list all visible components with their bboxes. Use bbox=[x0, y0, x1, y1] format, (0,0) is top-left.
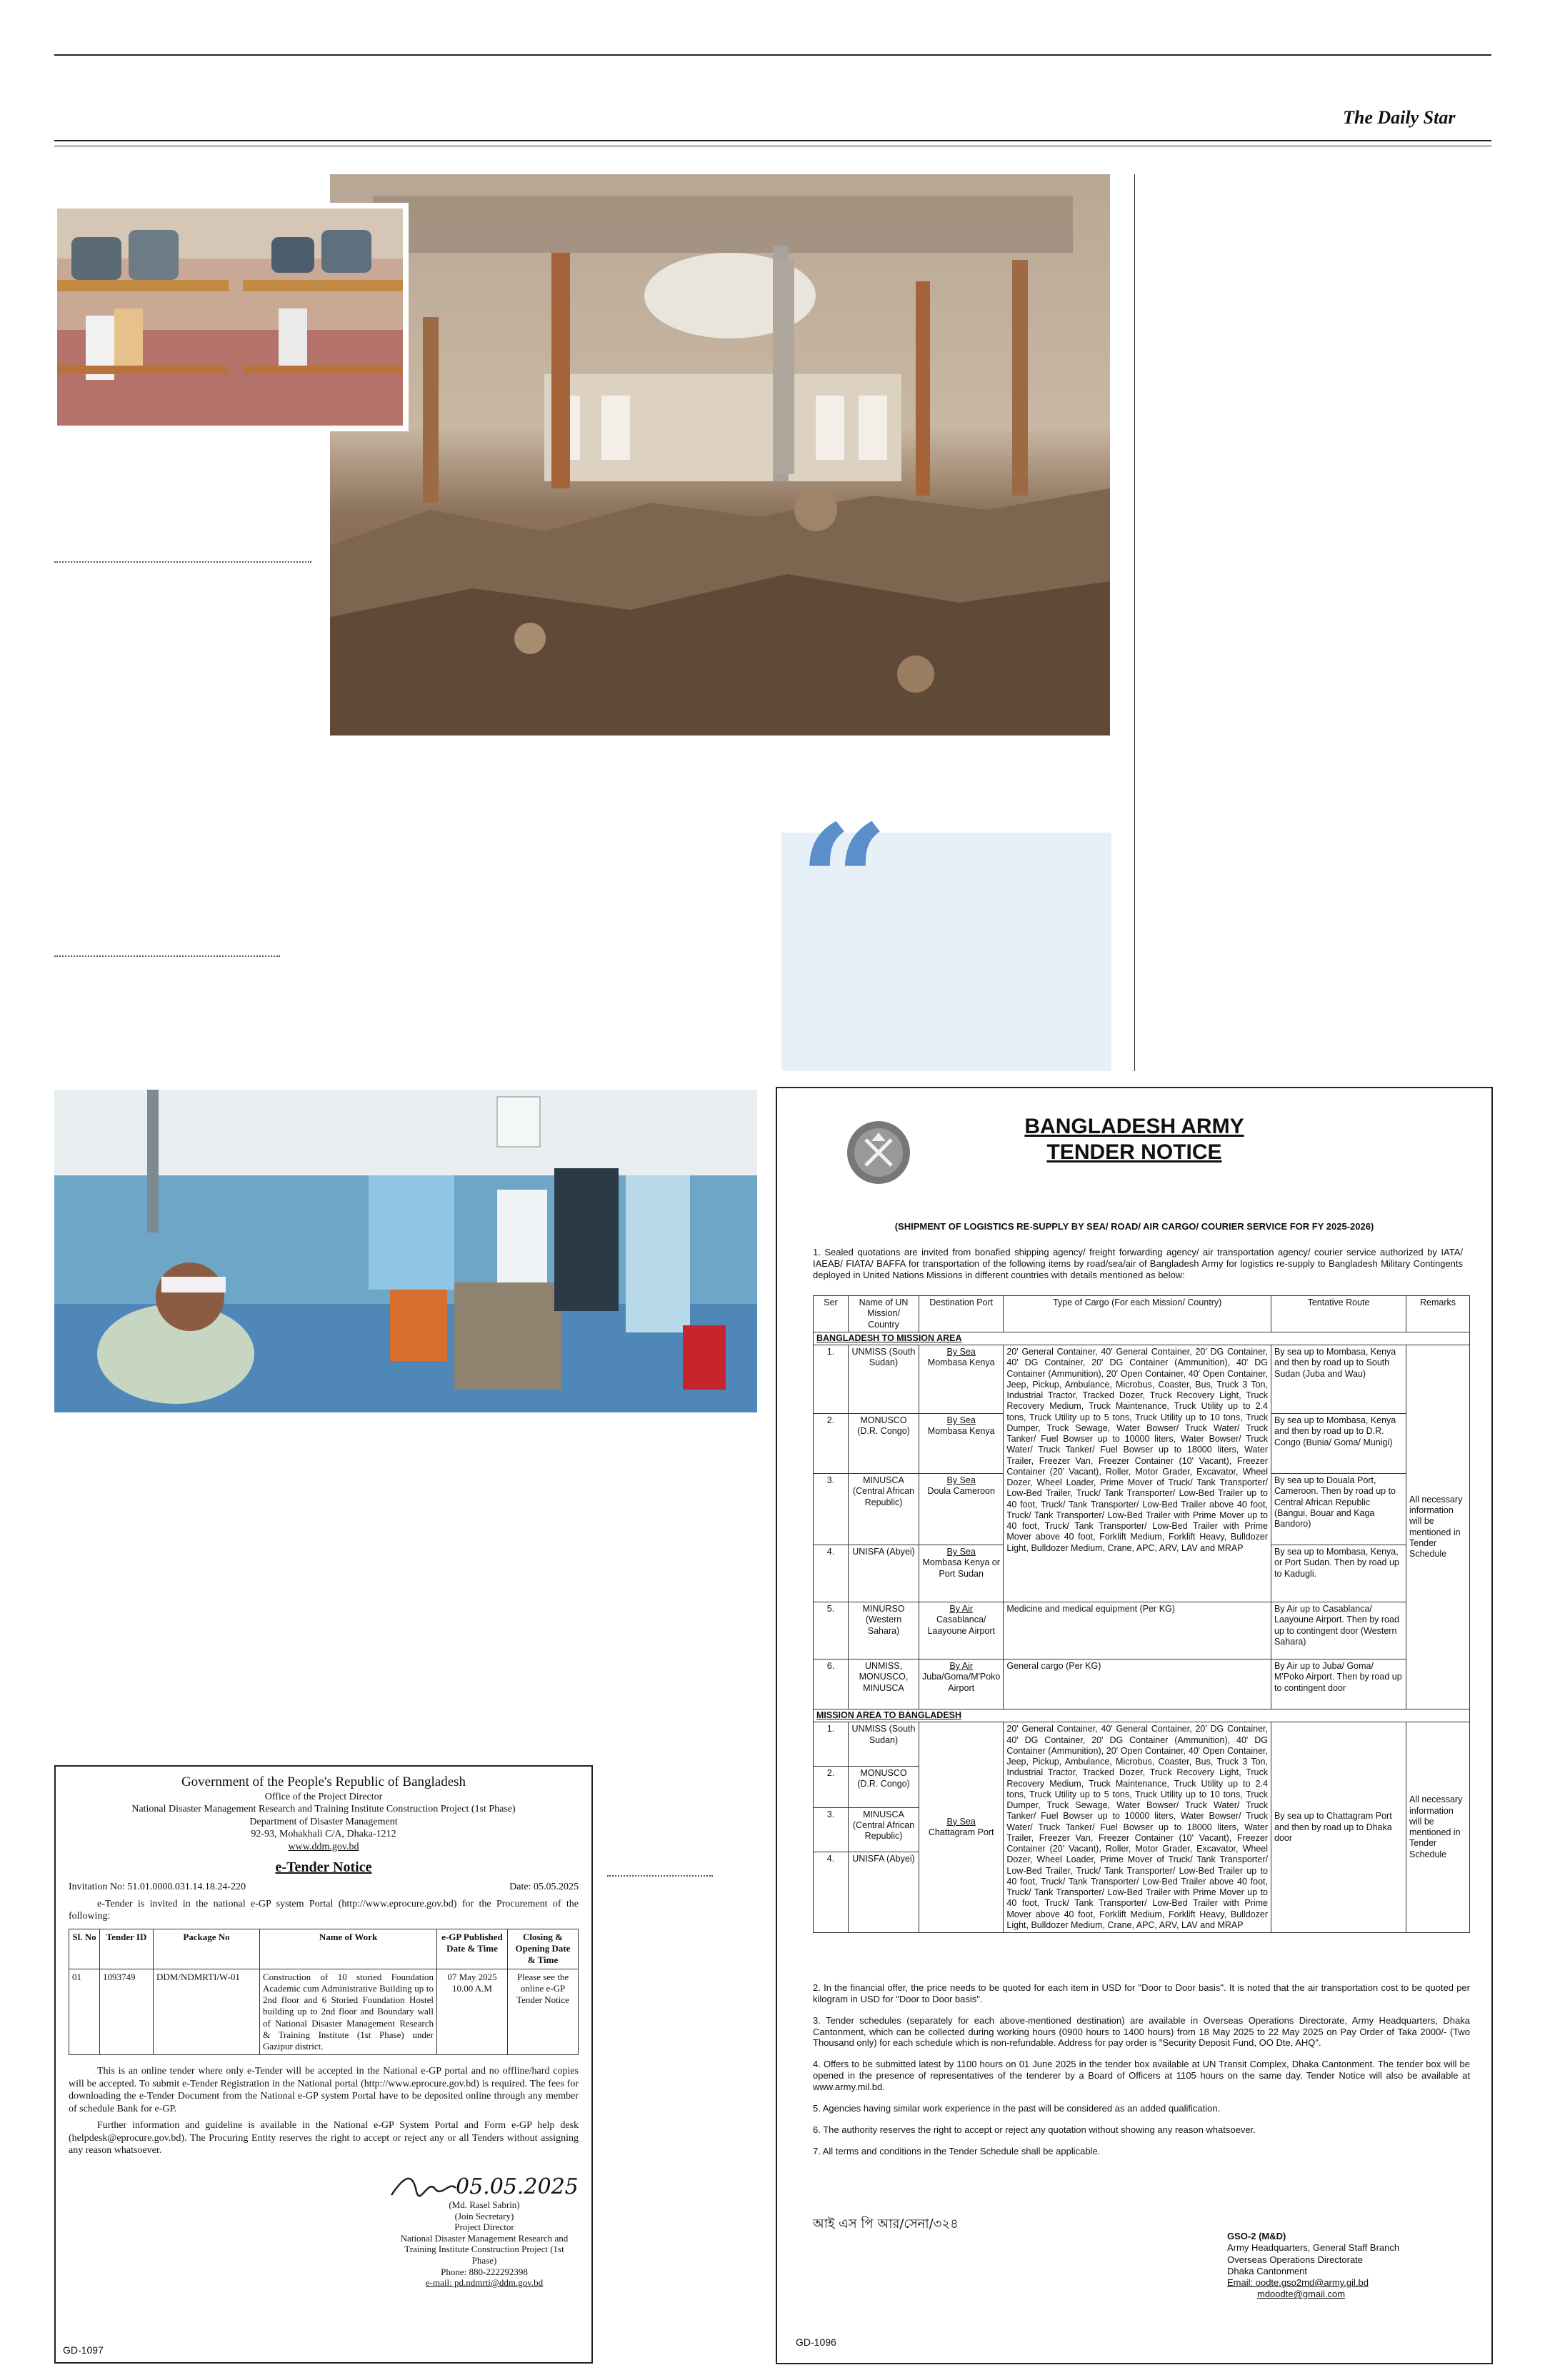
table-header: Sl. No bbox=[69, 1929, 100, 1969]
sig-line: (Md. Rasel Sabrin) bbox=[449, 2199, 520, 2210]
intro-text: e-Tender is invited in the national e-GP system Portal (http://www.eprocure.gov.bd) for the Procurement of the following: bbox=[69, 1898, 579, 1922]
port-name: Casablanca/ Laayoune Airport bbox=[927, 1615, 995, 1636]
cell-sl: 01 bbox=[69, 1969, 100, 2055]
sig-email[interactable]: e-mail: pd.ndmrti@ddm.gov.bd bbox=[425, 2277, 544, 2289]
tender-table bbox=[69, 1929, 579, 2056]
cell-port bbox=[919, 1660, 1004, 1709]
table-row bbox=[814, 1722, 1470, 1767]
cell-route: By sea up to Chattagram Port and then by road up to Dhaka door bbox=[1271, 1722, 1406, 1933]
army-subtitle: (SHIPMENT OF LOGISTICS RE-SUPPLY BY SEA/ ROAD/ AIR CARGO/ COURIER SERVICE FOR FY 2025-2026) bbox=[894, 1221, 1374, 1232]
gso-line: Overseas Operations Directorate bbox=[1227, 2254, 1364, 2265]
cell-port bbox=[919, 1474, 1004, 1545]
cell-closing: Please see the online e-GP Tender Notice bbox=[508, 1969, 579, 2055]
cell-ser: 4. bbox=[814, 1852, 849, 1932]
table-row bbox=[69, 1969, 579, 2055]
pull-quote-box bbox=[781, 790, 1111, 1071]
gso-line: Dhaka Cantonment bbox=[1227, 2265, 1308, 2276]
section-row bbox=[814, 1332, 1470, 1345]
cell-ser: 6. bbox=[814, 1660, 849, 1709]
cell-ser: 4. bbox=[814, 1545, 849, 1602]
cell-ser: 1. bbox=[814, 1722, 849, 1767]
ruined-hall-photo bbox=[330, 174, 1110, 735]
signature-date: 05.05.2025 bbox=[456, 2174, 579, 2199]
port-mode: By Sea bbox=[946, 1547, 976, 1557]
table-row bbox=[814, 1602, 1470, 1660]
cell-port bbox=[919, 1722, 1004, 1933]
port-name: Chattagram Port bbox=[928, 1827, 994, 1838]
table-header: Package No bbox=[154, 1929, 260, 1969]
cell-port bbox=[919, 1602, 1004, 1660]
cell-mission: UNMISS (South Sudan) bbox=[849, 1345, 919, 1414]
gso-line: Army Headquarters, General Staff Branch bbox=[1227, 2242, 1400, 2254]
port-mode: By Air bbox=[949, 1661, 974, 1671]
header-rule-1 bbox=[54, 140, 1491, 141]
hospital-photo bbox=[54, 1090, 757, 1412]
section-label: BANGLADESH TO MISSION AREA bbox=[814, 1332, 1470, 1345]
table-row bbox=[814, 1660, 1470, 1709]
cell-ser: 1. bbox=[814, 1345, 849, 1414]
port-name: Juba/Goma/M'Poko Airport bbox=[922, 1672, 1001, 1693]
cell-route: By Air up to Casablanca/ Laayoune Airport. Then by road up to contingent door (Western Sahara) bbox=[1271, 1602, 1406, 1660]
cell-published: 07 May 2025 10.00 A.M bbox=[437, 1969, 508, 2055]
army-para-7: 7. All terms and conditions in the Tender Schedule shall be applicable. bbox=[813, 2145, 1101, 2156]
cell-ser: 2. bbox=[814, 1414, 849, 1474]
sig-line: National Disaster Management Research and bbox=[400, 2232, 569, 2244]
cell-mission: MONUSCO (D.R. Congo) bbox=[849, 1767, 919, 1808]
cell-cargo: Medicine and medical equipment (Per KG) bbox=[1004, 1602, 1271, 1660]
gso-block bbox=[1227, 2231, 1399, 2301]
ad-code: GD-1096 bbox=[796, 2336, 836, 2348]
section-label: MISSION AREA TO BANGLADESH bbox=[814, 1709, 1470, 1722]
port-mode: By Sea bbox=[946, 1475, 976, 1485]
cell-route: By sea up to Douala Port, Cameroon. Then by road up to Central African Republic (Bangui, Bouar and Kaga Bandoro) bbox=[1271, 1474, 1406, 1545]
web-link[interactable]: www.ddm.gov.bd bbox=[288, 1841, 359, 1852]
cell-mission: UNISFA (Abyei) bbox=[849, 1545, 919, 1602]
cell-tender-id: 1093749 bbox=[100, 1969, 154, 2055]
ad-code: GD-1097 bbox=[63, 2344, 104, 2356]
port-name: Mombasa Kenya bbox=[927, 1426, 995, 1437]
notice-date: Date: 05.05.2025 bbox=[509, 1882, 579, 1893]
cell-mission: MINURSO (Western Sahara) bbox=[849, 1602, 919, 1660]
invitation-no: Invitation No: 51.01.0000.031.14.18.24-220 bbox=[69, 1882, 246, 1893]
cell-ser: 3. bbox=[814, 1807, 849, 1852]
table-header: e-GP Published Date & Time bbox=[437, 1929, 508, 1969]
section-row bbox=[814, 1709, 1470, 1722]
address-line: 92-93, Mohakhali C/A, Dhaka-1212 bbox=[251, 1829, 396, 1840]
cell-cargo: 20' General Container, 40' General Container, 20' DG Container, 40' DG Container, 20' DG Container (Ammunition), 40' DG Container (Ammunition), 20' Open Container, 40' Open Container, Jeep, Pickup, Ambulance, Microbus, Coaster, Bus, Truck 3 Ton, Industrial Tractor, Tracked Dozer, Truck Recovery Light, Truck Recovery Medium, Truck Maintenance, Truck Utility up to 2.4 tons, Truck Utility up to 5 tons, Truck Utility up to 10 tons, Truck Dumper, Truck Sewage, Water Bowser/ Truck Water/ Truck Tanker/ Fuel Bowser up to 10000 liters, Water Bowser/ Truck Water/ Truck Tanker/ Fuel Bowser up to 18000 liters, Water Trailer, Freezer Van, Freezer Container (10' Vacant), Freezer Container (20' Vacant), Roller, Motor Grader, Excavator, Wheel Dozer, Wheel Loader, Prime Mover of Truck/ Tank Transporter/ Low-Bed Trailer, Truck/ Tank Transporter/ Low-Bed Trailer up to 40 foot, Truck/ Tank Transporter/ Low-Bed Trailer above 40 foot, Truck/ Tank Transporter/ Low-Bed Trailer with Prime Mover up to 40 foot, Truck/ Tank Transporter/ Low-Bed Trailer with Prime Mover above 40 foot, Forklift Medium, Forklift Heavy, Bulldozer Light, Bulldozer Medium, Crane, APC, ARV, LAV and MRAP bbox=[1004, 1345, 1271, 1602]
cell-ser: 5. bbox=[814, 1602, 849, 1660]
port-mode: By Sea bbox=[946, 1347, 976, 1357]
table-header: Remarks bbox=[1406, 1296, 1470, 1332]
cell-mission: UNMISS (South Sudan) bbox=[849, 1722, 919, 1767]
cell-cargo: 20' General Container, 40' General Container, 20' DG Container, 40' DG Container, 20' DG Container (Ammunition), 40' DG Container (Ammunition), 20' Open Container, 40' Open Container, Jeep, Pickup, Ambulance, Microbus, Coaster, Bus, Truck 3 Ton, Industrial Tractor, Tracked Dozer, Truck Recovery Light, Truck Recovery Medium, Truck Maintenance, Truck Utility up to 2.4 tons, Truck Utility up to 5 tons, Truck Utility up to 10 tons, Truck Dumper, Truck Sewage, Water Bowser/ Truck Water/ Truck Tanker/ Fuel Bowser up to 10000 liters, Water Bowser/ Truck Water/ Truck Tanker/ Fuel Bowser up to 18000 liters, Water Trailer, Freezer Van, Freezer Container (10' Vacant), Freezer Container (20' Vacant), Roller, Motor Grader, Excavator, Wheel Dozer, Wheel Loader, Prime Mover of Truck/ Tank Transporter/ Low-Bed Trailer, Truck/ Tank Transporter/ Low-Bed Trailer up to 40 foot, Truck/ Tank Transporter/ Low-Bed Trailer above 40 foot, Truck/ Tank Transporter/ Low-Bed Trailer with Prime Mover up to 40 foot, Truck/ Tank Transporter/ Low-Bed Trailer with Prime Mover above 40 foot, Forklift Medium, Forklift Heavy, Bulldozer Light, Bulldozer Medium, Crane, APC, ARV, LAV and MRAP bbox=[1004, 1722, 1271, 1933]
army-para-3: 3. Tender schedules (separately for each above-mentioned destination) are available in Overseas Operations Directorate, Army Headquarters, Dhaka Cantonment, which can be collected during working hours (0900 hours to 1400 hours) from 18 May 2025 to 22 May 2025 on Pay Order of Taka 2000/- (Two Thousand only) for each schedule which is non-refundable. Address for pay order is "Security Deposit Fund, OO Dte, AHQ". bbox=[813, 2014, 1470, 2049]
port-mode: By Sea bbox=[946, 1415, 976, 1425]
separator-dots bbox=[54, 955, 280, 957]
ispr-code: আই এস পি আর/সেনা/৩২৪ bbox=[813, 2216, 959, 2231]
army-para-5: 5. Agencies having similar work experience in the past will be considered as an added qualification. bbox=[813, 2102, 1221, 2114]
para-further: Further information and guideline is available in the National e-GP System Portal and Form e-GP help desk (helpdesk@eprocure.gov.bd). The Procuring Entity reserves the right to accept or reject any or all Tenders without assigning any reason whatsoever. bbox=[69, 2120, 579, 2156]
port-mode: By Air bbox=[949, 1604, 974, 1614]
cell-remarks: All necessary information will be mentioned in Tender Schedule bbox=[1406, 1722, 1470, 1933]
project-line: National Disaster Management Research and Training Institute Construction Project (1st Phase) bbox=[131, 1804, 516, 1815]
cell-mission: MONUSCO (D.R. Congo) bbox=[849, 1414, 919, 1474]
port-name: Doula Cameroon bbox=[927, 1486, 995, 1497]
table-header: Tender ID bbox=[100, 1929, 154, 1969]
masthead: The Daily Star bbox=[1343, 107, 1456, 128]
office-line: Office of the Project Director bbox=[264, 1791, 383, 1802]
army-tender-notice-ad bbox=[776, 1087, 1493, 2364]
column-rule bbox=[1134, 174, 1135, 1071]
signatory-block bbox=[391, 2199, 577, 2289]
table-header: Destination Port bbox=[919, 1296, 1004, 1332]
army-para-2: 2. In the financial offer, the price needs to be quoted for each item in USD for "Door to Door basis". It is noted that the air transportation cost to be quoted per kilogram in USD for "Door to Door basis". bbox=[813, 1982, 1470, 2004]
table-row bbox=[814, 1345, 1470, 1414]
sig-line: Project Director bbox=[454, 2221, 514, 2233]
port-mode: By Sea bbox=[946, 1816, 976, 1827]
cell-mission: MINUSCA (Central African Republic) bbox=[849, 1807, 919, 1852]
table-header: Name of Work bbox=[260, 1929, 437, 1969]
army-para-6: 6. The authority reserves the right to accept or reject any quotation without showing any reason whatsoever. bbox=[813, 2124, 1256, 2135]
para-online: This is an online tender where only e-Tender will be accepted in the National e-GP portal and no offline/hard copies will be accepted. To submit e-Tender Registration in the National portal (http://www.eprocure.gov.bd) is required. The fees for downloading the e-Tender Document from the National e-GP system Portal have to be deposited online through any member of schedule Bank for e-GP. bbox=[69, 2066, 579, 2114]
cell-route: By sea up to Mombasa, Kenya, or Port Sudan. Then by road up to Kadugli. bbox=[1271, 1545, 1406, 1602]
army-title bbox=[777, 1114, 1491, 1165]
cell-cargo: General cargo (Per KG) bbox=[1004, 1660, 1271, 1709]
port-name: Mombasa Kenya bbox=[927, 1357, 995, 1368]
cell-remarks: All necessary information will be mentioned in Tender Schedule bbox=[1406, 1345, 1470, 1709]
gso-email-alt[interactable]: mdoodte@gmail.com bbox=[1257, 2289, 1346, 2300]
cell-work: Construction of 10 storied Foundation Academic cum Administrative Building up to 2nd floor and 6 Storied Foundation Hostel building up to 2nd floor and Boundary wall of National Disaster Management Research & Training Institute (1st Phase) under Gazipur district. bbox=[260, 1969, 437, 2055]
army-para-4: 4. Offers to be submitted latest by 1100 hours on 01 June 2025 in the tender box available at UN Transit Complex, Dhaka Cantonment. The tender box will be opened in the presence of representatives of the tenderer by a Board of Officers at 1105 hours on the same day. Tender Notice will also be available at www.army.mil.bd. bbox=[813, 2059, 1470, 2093]
quote-mark-icon: “ bbox=[799, 790, 889, 975]
table-header: Closing & Opening Date & Time bbox=[508, 1929, 579, 1969]
table-header: Type of Cargo (For each Mission/ Country) bbox=[1004, 1296, 1271, 1332]
cell-port bbox=[919, 1545, 1004, 1602]
army-title-line1: BANGLADESH ARMY bbox=[1024, 1115, 1244, 1138]
sig-line: Training Institute Construction Project (1st Phase) bbox=[404, 2244, 564, 2266]
cell-port bbox=[919, 1414, 1004, 1474]
army-cargo-table bbox=[813, 1295, 1470, 1933]
cell-mission: UNMISS, MONUSCO, MINUSCA bbox=[849, 1660, 919, 1709]
table-header: Ser bbox=[814, 1296, 849, 1332]
table-header-row bbox=[814, 1296, 1470, 1332]
gso-email[interactable]: Email: oodte.gso2md@army.gil.bd bbox=[1227, 2277, 1369, 2288]
e-tender-notice-ad bbox=[54, 1765, 593, 2364]
gov-heading: Government of the People's Republic of Bangladesh bbox=[181, 1774, 466, 1789]
army-terms bbox=[813, 1982, 1470, 2166]
cell-ser: 2. bbox=[814, 1767, 849, 1808]
army-para-1: 1. Sealed quotations are invited from bonafied shipping agency/ freight forwarding agency/ air transportation agency/ courier service authorized by IATA/ IAEAB/ FIATA/ BAFFA for transportation of the following items by road/sea/air of Bangladesh Army for logistics re-supply to Bangladesh Military Contingents deployed in United Nations Missions in different countries with details mentioned as below: bbox=[813, 1247, 1463, 1280]
sig-line: Phone: 880-222292398 bbox=[441, 2266, 528, 2277]
port-name: Mombasa Kenya or Port Sudan bbox=[922, 1557, 1000, 1579]
table-header-row bbox=[69, 1929, 579, 1969]
gso-line: GSO-2 (M&D) bbox=[1227, 2231, 1286, 2241]
etender-title: e-Tender Notice bbox=[275, 1859, 372, 1876]
army-title-line2: TENDER NOTICE bbox=[1046, 1140, 1222, 1164]
classroom-photo bbox=[51, 203, 409, 431]
cell-mission: UNISFA (Abyei) bbox=[849, 1852, 919, 1932]
table-header: Name of UN Mission/ Country bbox=[849, 1296, 919, 1332]
cell-route: By sea up to Mombasa, Kenya and then by road up to South Sudan (Juba and Wau) bbox=[1271, 1345, 1406, 1414]
sig-line: (Join Secretary) bbox=[454, 2210, 514, 2221]
cell-mission: MINUSCA (Central African Republic) bbox=[849, 1474, 919, 1545]
cell-route: By Air up to Juba/ Goma/ M'Poko Airport. Then by road up to contingent door bbox=[1271, 1660, 1406, 1709]
separator-dots bbox=[54, 561, 311, 563]
cell-package: DDM/NDMRTI/W-01 bbox=[154, 1969, 260, 2055]
cell-port bbox=[919, 1345, 1004, 1414]
top-rule bbox=[54, 54, 1491, 56]
cell-route: By sea up to Mombasa, Kenya and then by road up to D.R. Congo (Bunia/ Goma/ Munigi) bbox=[1271, 1414, 1406, 1474]
cell-ser: 3. bbox=[814, 1474, 849, 1545]
table-header: Tentative Route bbox=[1271, 1296, 1406, 1332]
separator-dots bbox=[607, 1875, 713, 1877]
dept-line: Department of Disaster Management bbox=[249, 1816, 398, 1827]
